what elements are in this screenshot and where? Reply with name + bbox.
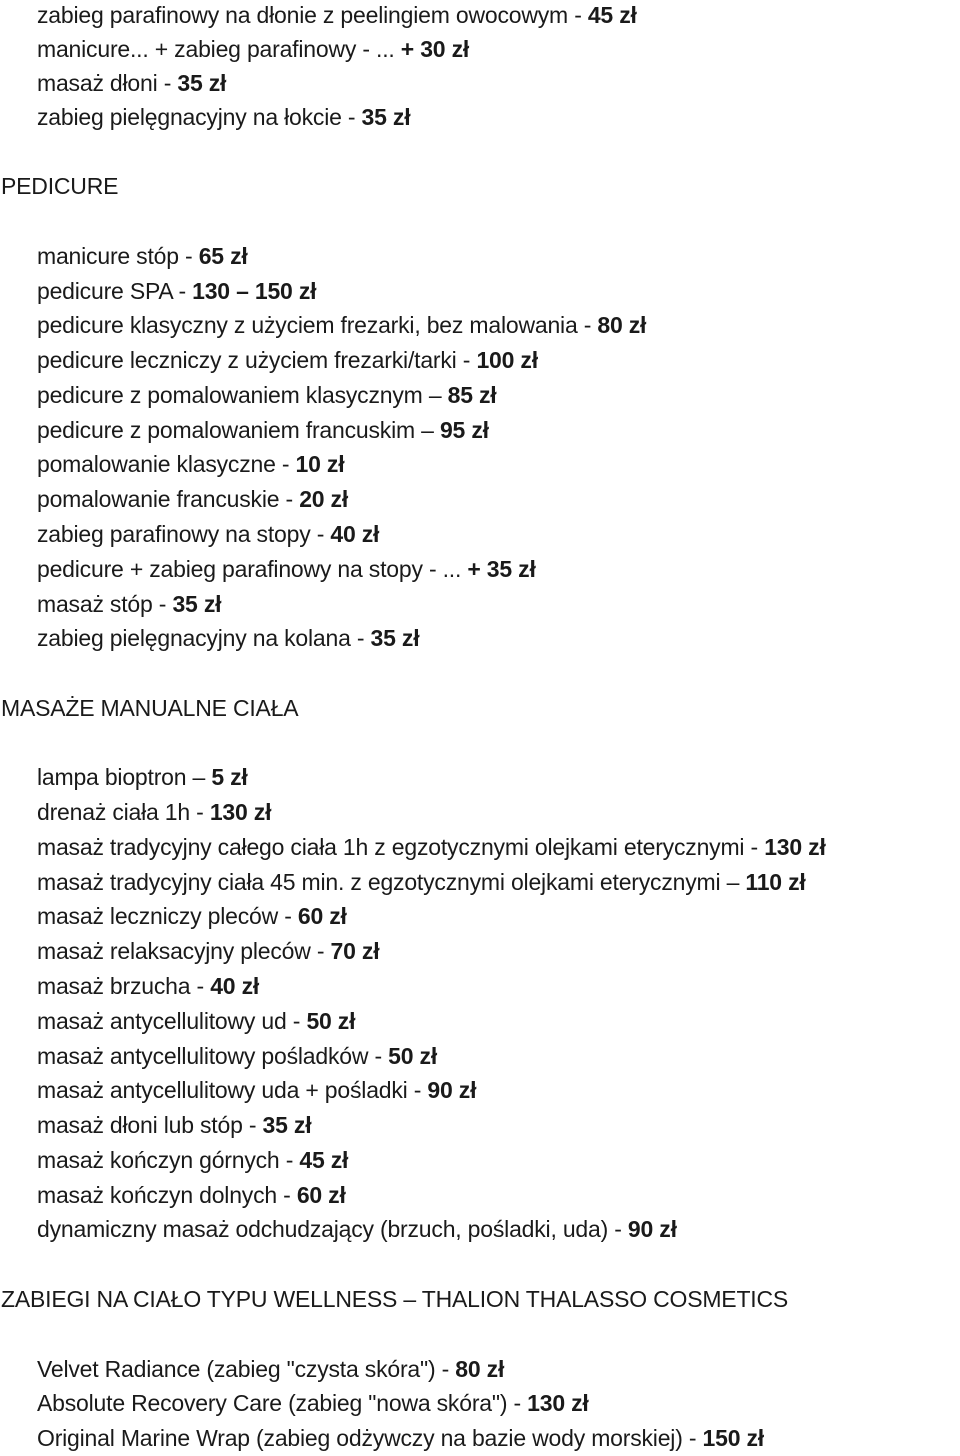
price-item: [37, 832, 826, 862]
price-item: [37, 276, 316, 306]
item-price: 90 zł: [427, 1077, 477, 1103]
item-price: 20 zł: [299, 486, 349, 512]
price-item: [37, 762, 248, 792]
item-price: 110 zł: [745, 869, 806, 895]
item-text: masaż stóp -: [37, 591, 173, 617]
item-text: masaż leczniczy pleców -: [37, 903, 298, 929]
item-price: 100 zł: [476, 347, 538, 373]
price-item: [37, 1388, 589, 1418]
item-price: 35 zł: [177, 70, 227, 96]
price-item: [37, 554, 536, 584]
item-price: + 35 zł: [467, 556, 536, 582]
item-price: 40 zł: [330, 521, 380, 547]
price-item: [37, 1354, 504, 1384]
price-item: [37, 936, 379, 966]
item-text: dynamiczny masaż odchudzający (brzuch, pośladki, uda) -: [37, 1216, 628, 1242]
item-price: 130 zł: [209, 799, 272, 825]
item-text: masaż antycellulitowy uda + pośladki -: [37, 1077, 428, 1103]
item-price: 10 zł: [295, 451, 345, 477]
item-text: zabieg parafinowy na dłonie z peelingiem owocowym -: [37, 2, 588, 28]
item-price: 35 zł: [262, 1112, 312, 1138]
price-item: [37, 1180, 346, 1210]
item-price: 40 zł: [210, 973, 260, 999]
price-item: [37, 241, 248, 271]
price-item: [37, 484, 348, 514]
item-price: 90 zł: [627, 1216, 677, 1242]
item-text: pedicure SPA -: [37, 278, 193, 304]
price-item: [37, 1041, 437, 1071]
item-text: masaż kończyn górnych -: [37, 1147, 300, 1173]
item-text: pedicure + zabieg parafinowy na stopy - ...: [37, 556, 468, 582]
price-item: [37, 34, 469, 64]
item-text: Original Marine Wrap (zabieg odżywczy na bazie wody morskiej) -: [37, 1425, 703, 1451]
item-text: masaż tradycyjny ciała 45 min. z egzotycznymi olejkami eterycznymi –: [37, 869, 746, 895]
item-price: 35 zł: [370, 625, 420, 651]
item-text: lampa bioptron –: [37, 764, 212, 790]
price-item: [37, 797, 271, 827]
price-item: [37, 1110, 311, 1140]
price-item: [37, 971, 259, 1001]
item-text: Velvet Radiance (zabieg "czysta skóra") -: [37, 1356, 456, 1382]
item-price: 35 zł: [172, 591, 222, 617]
item-price: 130 zł: [764, 834, 826, 860]
item-price: 80 zł: [597, 312, 647, 338]
item-price: 65 zł: [198, 243, 248, 269]
item-price: 50 zł: [306, 1008, 356, 1034]
item-text: masaż dłoni lub stóp -: [37, 1112, 263, 1138]
item-price: 5 zł: [211, 764, 248, 790]
item-text: pedicure klasyczny z użyciem frezarki, bez malowania -: [37, 312, 598, 338]
price-item: [37, 901, 347, 931]
price-item: [37, 1145, 348, 1175]
price-item: [37, 102, 410, 132]
price-item: [37, 867, 806, 897]
item-text: masaż antycellulitowy ud -: [37, 1008, 307, 1034]
item-text: masaż kończyn dolnych -: [37, 1182, 297, 1208]
item-text: drenaż ciała 1h -: [37, 799, 210, 825]
price-item: [37, 623, 419, 653]
item-text: masaż relaksacyjny pleców -: [37, 938, 331, 964]
section-heading: PEDICURE: [1, 173, 119, 199]
item-text: zabieg pielęgnacyjny na łokcie -: [37, 104, 362, 130]
item-price: 45 zł: [299, 1147, 349, 1173]
price-item: [37, 589, 221, 619]
section-heading: MASAŻE MANUALNE CIAŁA: [1, 695, 299, 721]
item-price: 70 zł: [330, 938, 380, 964]
price-item: [37, 68, 226, 98]
item-price: 80 zł: [455, 1356, 505, 1382]
item-text: zabieg parafinowy na stopy -: [37, 521, 331, 547]
item-price: 130 zł: [527, 1390, 589, 1416]
price-item: [37, 1006, 355, 1036]
item-price: 45 zł: [587, 2, 637, 28]
price-item: [37, 1075, 476, 1105]
price-item: [37, 519, 379, 549]
item-text: Absolute Recovery Care (zabieg "nowa skóra") -: [37, 1390, 528, 1416]
item-text: zabieg pielęgnacyjny na kolana -: [37, 625, 371, 651]
item-text: masaż antycellulitowy pośladków -: [37, 1043, 389, 1069]
price-item: [37, 415, 489, 445]
price-item: [37, 345, 538, 375]
price-item: [37, 1423, 764, 1453]
price-item: [37, 0, 637, 30]
item-text: pedicure z pomalowaniem klasycznym –: [37, 382, 448, 408]
item-text: manicure... + zabieg parafinowy - ...: [37, 36, 401, 62]
section-heading: ZABIEGI NA CIAŁO TYPU WELLNESS – THALION THALASSO COSMETICS: [1, 1286, 789, 1312]
item-price: + 30 zł: [400, 36, 470, 62]
item-price: 95 zł: [439, 417, 489, 443]
price-item: [37, 380, 496, 410]
price-item: [37, 449, 344, 479]
item-price: 35 zł: [361, 104, 411, 130]
item-text: pedicure leczniczy z użyciem frezarki/tarki -: [37, 347, 477, 373]
price-item: [37, 310, 646, 340]
item-price: 60 zł: [297, 903, 347, 929]
item-price: 150 zł: [702, 1425, 764, 1451]
item-text: pomalowanie francuskie -: [37, 486, 300, 512]
price-item: [37, 1214, 677, 1244]
item-price: 85 zł: [447, 382, 497, 408]
item-text: manicure stóp -: [37, 243, 199, 269]
item-price: 50 zł: [388, 1043, 438, 1069]
item-price: 130 – 150 zł: [192, 278, 317, 304]
item-text: masaż tradycyjny całego ciała 1h z egzotycznymi olejkami eterycznymi -: [37, 834, 765, 860]
item-price: 60 zł: [296, 1182, 346, 1208]
item-text: masaż dłoni -: [37, 70, 178, 96]
item-text: pedicure z pomalowaniem francuskim –: [37, 417, 440, 443]
item-text: masaż brzucha -: [37, 973, 211, 999]
item-text: pomalowanie klasyczne -: [37, 451, 296, 477]
